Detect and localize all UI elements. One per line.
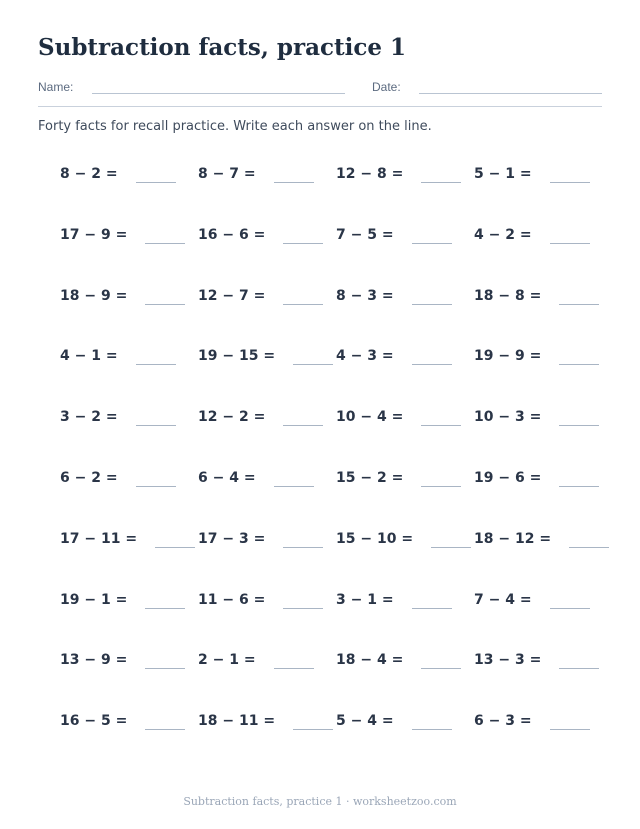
fact-item — [336, 525, 474, 586]
fact-item — [336, 586, 474, 647]
answer-line[interactable] — [136, 486, 176, 487]
fact-expression: 19 − 9 = — [474, 348, 542, 365]
fact-item — [198, 646, 336, 707]
fact-expression: 8 − 2 = — [60, 166, 118, 182]
answer-line[interactable] — [559, 486, 599, 487]
fact-expression: 3 − 2 = — [60, 409, 118, 426]
fact-item — [198, 282, 336, 343]
page-title: Subtraction facts, practice 1 — [38, 34, 406, 61]
fact-item — [336, 403, 474, 464]
fact-expression: 12 − 2 = — [198, 409, 266, 426]
fact-item — [198, 342, 336, 403]
answer-line[interactable] — [145, 243, 185, 244]
answer-line[interactable] — [145, 729, 185, 730]
answer-line[interactable] — [412, 608, 452, 609]
fact-item — [474, 342, 612, 403]
fact-item — [198, 707, 336, 768]
answer-line[interactable] — [283, 243, 323, 244]
answer-line[interactable] — [283, 547, 323, 548]
fact-item — [198, 221, 336, 282]
answer-line[interactable] — [136, 425, 176, 426]
fact-expression: 17 − 9 = — [60, 226, 128, 243]
fact-expression: 15 − 10 = — [336, 530, 414, 547]
answer-line[interactable] — [412, 364, 452, 365]
fact-expression: 13 − 3 = — [474, 652, 542, 669]
answer-line[interactable] — [550, 182, 590, 183]
answer-line[interactable] — [412, 243, 452, 244]
answer-line[interactable] — [550, 243, 590, 244]
answer-line[interactable] — [431, 547, 471, 548]
fact-item — [198, 525, 336, 586]
fact-item — [198, 464, 336, 525]
answer-line[interactable] — [412, 304, 452, 305]
answer-line[interactable] — [283, 608, 323, 609]
fact-item — [60, 342, 198, 403]
answer-line[interactable] — [145, 608, 185, 609]
fact-expression: 6 − 2 = — [60, 469, 118, 486]
fact-expression: 12 − 7 = — [198, 287, 266, 304]
fact-item — [336, 160, 474, 221]
fact-expression: 15 − 2 = — [336, 469, 404, 486]
fact-expression: 10 − 4 = — [336, 409, 404, 426]
fact-expression: 2 − 1 = — [198, 652, 256, 669]
facts-grid — [60, 160, 616, 768]
fact-item — [336, 282, 474, 343]
fact-expression: 4 − 1 = — [60, 348, 118, 365]
fact-item — [474, 160, 612, 221]
answer-line[interactable] — [559, 425, 599, 426]
fact-item — [336, 646, 474, 707]
fact-item — [336, 464, 474, 525]
date-label: Date: — [372, 80, 401, 94]
fact-item — [474, 403, 612, 464]
fact-expression: 17 − 11 = — [60, 530, 138, 547]
fact-expression: 13 − 9 = — [60, 652, 128, 669]
fact-item — [60, 707, 198, 768]
fact-item — [198, 586, 336, 647]
answer-line[interactable] — [421, 486, 461, 487]
fact-item — [336, 342, 474, 403]
fact-expression: 5 − 1 = — [474, 166, 532, 182]
fact-expression: 19 − 6 = — [474, 469, 542, 486]
fact-expression: 18 − 12 = — [474, 530, 552, 547]
header-divider — [38, 106, 602, 107]
answer-line[interactable] — [293, 364, 333, 365]
answer-line[interactable] — [155, 547, 195, 548]
fact-expression: 19 − 1 = — [60, 591, 128, 608]
answer-line[interactable] — [569, 547, 609, 548]
fact-item — [474, 221, 612, 282]
fact-expression: 4 − 3 = — [336, 348, 394, 365]
fact-expression: 19 − 15 = — [198, 348, 276, 365]
fact-expression: 7 − 4 = — [474, 591, 532, 608]
fact-expression: 16 − 5 = — [60, 713, 128, 730]
fact-item — [474, 646, 612, 707]
answer-line[interactable] — [293, 729, 333, 730]
fact-item — [336, 221, 474, 282]
fact-expression: 11 − 6 = — [198, 591, 266, 608]
answer-line[interactable] — [145, 304, 185, 305]
answer-line[interactable] — [145, 668, 185, 669]
name-label: Name: — [38, 80, 74, 94]
fact-item — [198, 160, 336, 221]
fact-item — [60, 586, 198, 647]
fact-expression: 12 − 8 = — [336, 166, 404, 182]
fact-item — [336, 707, 474, 768]
fact-expression: 8 − 7 = — [198, 166, 256, 182]
answer-line[interactable] — [421, 668, 461, 669]
fact-expression: 7 − 5 = — [336, 226, 394, 243]
fact-expression: 3 − 1 = — [336, 591, 394, 608]
answer-line[interactable] — [283, 425, 323, 426]
fact-item — [198, 403, 336, 464]
answer-line[interactable] — [559, 304, 599, 305]
name-field-line[interactable] — [92, 93, 345, 94]
answer-line[interactable] — [559, 364, 599, 365]
fact-expression: 16 − 6 = — [198, 226, 266, 243]
answer-line[interactable] — [550, 608, 590, 609]
fact-item — [474, 586, 612, 647]
fact-item — [60, 464, 198, 525]
fact-expression: 8 − 3 = — [336, 287, 394, 304]
answer-line[interactable] — [274, 182, 314, 183]
fact-item — [60, 282, 198, 343]
fact-expression: 10 − 3 = — [474, 409, 542, 426]
fact-expression: 17 − 3 = — [198, 530, 266, 547]
fact-item — [60, 160, 198, 221]
answer-line[interactable] — [421, 182, 461, 183]
fact-expression: 18 − 9 = — [60, 287, 128, 304]
fact-item — [474, 707, 612, 768]
answer-line[interactable] — [421, 425, 461, 426]
answer-line[interactable] — [136, 182, 176, 183]
fact-expression: 5 − 4 = — [336, 713, 394, 730]
fact-item — [60, 525, 198, 586]
answer-line[interactable] — [550, 729, 590, 730]
fact-item — [474, 464, 612, 525]
fact-item — [474, 525, 612, 586]
fact-expression: 18 − 8 = — [474, 287, 542, 304]
answer-line[interactable] — [283, 304, 323, 305]
answer-line[interactable] — [274, 668, 314, 669]
answer-line[interactable] — [274, 486, 314, 487]
fact-expression: 6 − 4 = — [198, 469, 256, 486]
fact-expression: 4 − 2 = — [474, 226, 532, 243]
date-field-line[interactable] — [419, 93, 602, 94]
answer-line[interactable] — [559, 668, 599, 669]
fact-item — [60, 403, 198, 464]
fact-item — [60, 221, 198, 282]
fact-item — [60, 646, 198, 707]
footer: Subtraction facts, practice 1 · worksheetzoo.com — [183, 795, 457, 808]
fact-expression: 18 − 4 = — [336, 652, 404, 669]
fact-item — [474, 282, 612, 343]
answer-line[interactable] — [136, 364, 176, 365]
answer-line[interactable] — [412, 729, 452, 730]
fact-expression: 18 − 11 = — [198, 713, 276, 730]
instructions: Forty facts for recall practice. Write each answer on the line. — [38, 119, 432, 134]
fact-expression: 6 − 3 = — [474, 713, 532, 730]
